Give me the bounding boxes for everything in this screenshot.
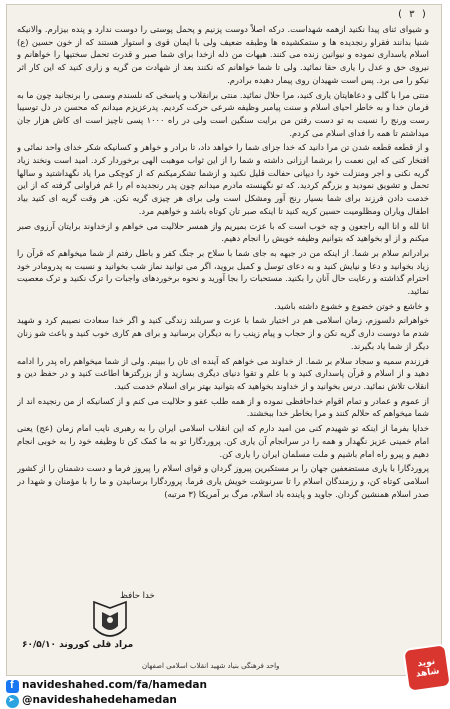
paragraph: خواهرانم دلسوزم، زمان اسلامی هم در اختیار شما با عزت و سربلند زندگی کنید و اگر خدا سعادت نصیبم کرد و شهید شدم ما دوست داری گریه نکن و از حجاب و پیام زینب را به دیگران برسانید و برای هم کاری خوب کنید و باعث شو زنان دیگر از شما یاد بگیرند. <box>17 315 429 351</box>
signature: مراد قلی کوروند ۶۰/۵/۱۰ <box>22 640 134 650</box>
paragraph: پروردگارا با یاری مستضعفین جهان را بر مستکبرین پیروز گردان و قوای اسلام را پیروز فرما و دست دشمنان را از کشور اسلامی کوتاه کن، و رزمندگان اسلام را تا سرنوشت خویش یاری فرما. پروردگارا برسانیدن و ما را با مؤمنان و شهدا در صدر اسلام همنشین گردان. جاوید و پاینده باد اسلام، مرگ بر آمریکا (۳ مرتبه) <box>17 463 429 499</box>
telegram-icon <box>6 695 19 708</box>
closing-text: خدا حافظ <box>120 591 155 601</box>
document-page <box>6 4 442 676</box>
facebook-icon <box>6 680 19 693</box>
navideshahed-logo-badge <box>404 645 449 690</box>
page-number: ( ۳ ) <box>396 9 427 20</box>
paragraph: خدایا بفرما از اینکه تو شهیدم کنی من امید دارم که این انقلاب اسلامی ایران را به رهبری نایب امام زمان (عج) یعنی امام خمینی عزیز نگهدار و همه را در سرانجام آن یاری کن. پروردگارا تو به ما کمک کن تا وظیفه خود را به خوبی انجام دهیم و پیرو راه امام باشیم و ملت مسلمان ایران را یاری کن. <box>17 423 429 459</box>
paragraph: و شیوای ثنای پیدا نکنید ازهمه شهداست. درکه اصلاً دوست پزنیم و پحمل پوستی را دوست ندارد و پنده بیزارم. والانیکه شنیا بدانند فقراو رنجدیده ها و ستمکشیده ها وطبقه ضعیف ولی با ایمان قوی و استوار هستند که از خون حسین (ع) اسلام یاسداری نموده و نیوانین زنده می کنند. هیهات من ذله ازخدا برای شما صبر و قدرت تحمل سختیها را خواهانم و نیروی حق و عدل را یاری حقا نمائید. ولی تا شما خواهانم که نکنند بعد از شهادت من گریه و زاری کنید که این کار اثر نیکو را می برد. پس است شهیدان روی پیمار دهیده برادرم. <box>17 24 429 85</box>
paragraph: و خاشع و خوتن خضوع و خشوع داشته باشید. <box>274 300 429 311</box>
foundation-seal-icon <box>88 598 132 644</box>
paragraph: فرزندم سمیه و سجاد سلام بر شما. از خداوند می خواهم که آینده ای تان را ببینم. ولی از شما میخواهم راه پدر را ادامه دهید و از اسلام و قرآن پاسداری کنید و با علم و تقوا دنیای دیگری بسازید و از بزرگترها اطاعت کنید و در حفظ دین و انقلاب تلاش نمائید. درس بخوانید و از خداوند بخواهید که بتوانید بهتر برای اسلام خدمت کنید. <box>17 355 429 391</box>
paragraph: انا لله و انا الیه راجعون و چه خوب است که با عزت بمیریم واز همسر حلالیت می خواهم و ازخداوند برایتان آرزوی صبر میکنم و از او بخواهید که بتوانیم وظیفه خویش را انجام دهیم. <box>17 220 429 244</box>
foundation-caption: واحد فرهنگی بنیاد شهید انقلاب اسلامی اصفهان <box>142 662 280 670</box>
logo-badge-text: نوید شاهد <box>415 656 441 680</box>
website-link[interactable]: navideshahed.com/fa/hamedan <box>22 679 207 691</box>
paragraph: از عموم و عمادر و تمام اقوام خداحافظی نموده و از همه طلب عفو و حلالیت می کنم و از کسانیکه از من رنجیده اند از شما میخواهم که حلالم کنند و مرا بخاطر خدا ببخشند. <box>17 395 429 419</box>
paragraph: منتی مرا با گلی و دعاهایتان یاری کنید، مرا حلال نمائید. منتی برانقلاب و پاسخی که نلسندم وسمی را برنجانید چون ما به فرمان خدا و به خاطر احیای اسلام و سنت پیامبر وظیفه شرعی حرکت کردیم. پدرعزیزم میدانم که محسن در دل توسیبا رست ورنج را نسبت به تو دست رفتن من برایت سنگین است ولی در راه ۱۰۰۰ پسی ناچیز است ای کاش هزار جان میداشتم تا همه را فدای اسلام می کردم. <box>17 89 429 138</box>
telegram-handle: @navideshahedehamedan <box>22 694 177 706</box>
paragraph: برادرانم سلام بر شما. از اینکه من در جبهه به جای شما با سلاح بر جنگ کفر و باطل رفتم از شما میخواهم که قرآن را زیاد بخوانید و دعا و نیایش کنید و به دعای توسل و کمیل بروید، اگر می توانید نماز شب بخوانید و نسبت به پدرومادر خود احترام گذاشته و رعایت حال آنان را بکنید. مستحبات را بجا آورید و نحوه برخوردهای واجبات را ترک نکنید و ترک معصیت نمائید. <box>17 247 429 297</box>
letter-body <box>17 23 429 625</box>
paragraph: و از قطعه قطعه شدن تن مرا دانید که خدا جزای شما را خواهد داد، تا برادر و خواهر و کسانیکه شکر خدای واحد نمائی و افتخار کنی که این نعمت را برشما ارزانی داشته و شما را از این ثواب موهبت الهی برخوردار کرد. امید است ونخند زیاد گریه نکنی و اجر ومنزلت خود را دیپانی حفالت قلیل نکنید و ازشما تشکرمیکنم که از کوچکی مرا یاد نگهداشتید و سالها تحمل و تشویق نمودید و بزرگم کردید. که تو نگهنسته مادرم میدانم چون پدر رنجدیده ام را غم فراوانی گرفته که از این خدمت دادن فرزند برای شما بسیار رنج آور ومشکل است ولی برای هر چیزی گریه نکن. هر وقت گریه ای کنید بیاد اطفال ویاران ومظلومیت حسین کریه کنید تا اینکه صبر تان کوتاه باشد و خواهیم مرد. <box>17 142 429 216</box>
